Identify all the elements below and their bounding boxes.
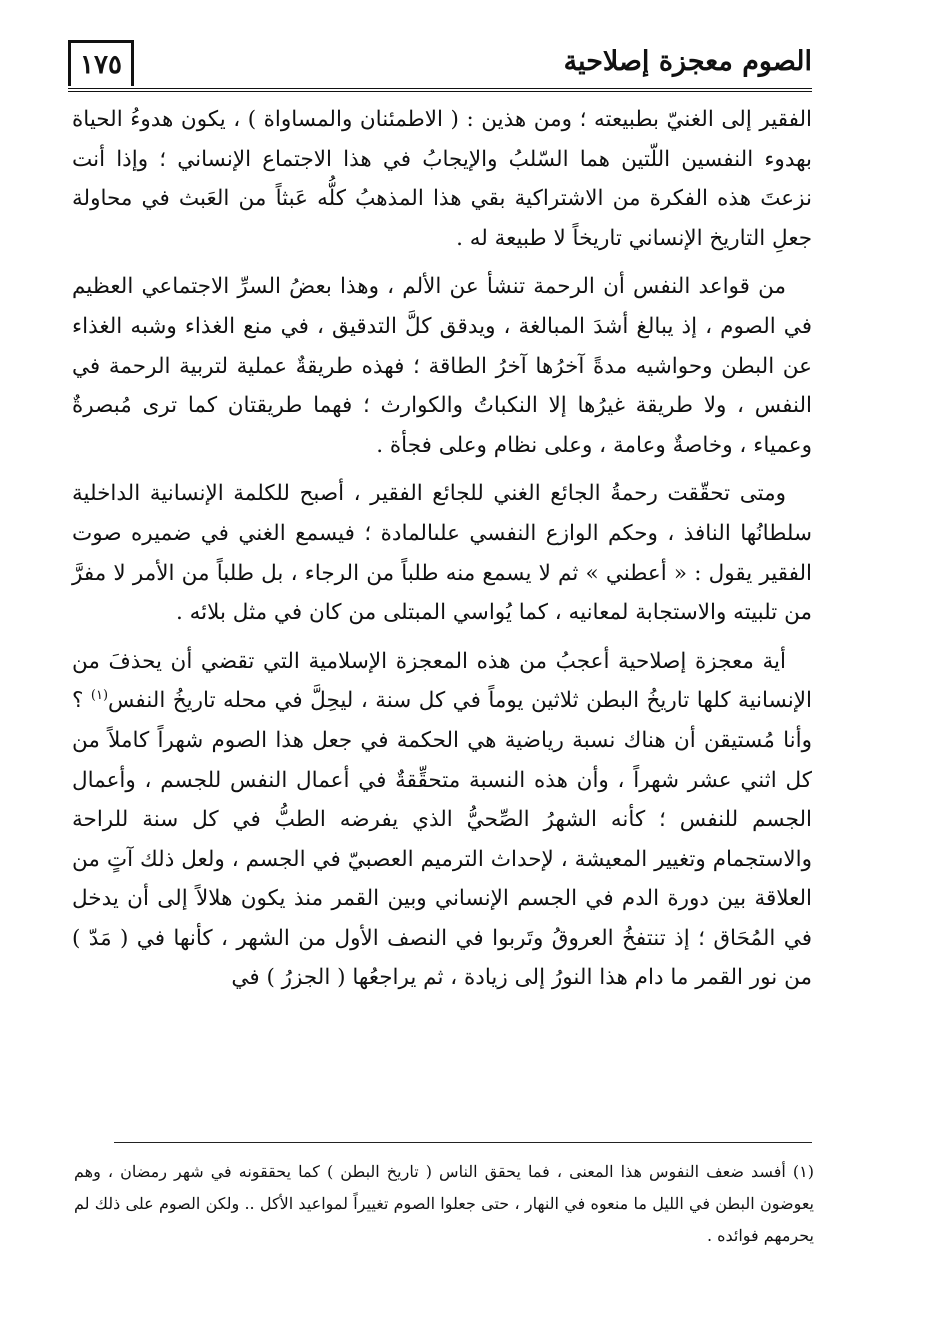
footnote-1: (١) أفسد ضعف النفوس هذا المعنى ، فما يحقق الناس ( تاريخ البطن ) كما يحققونه في شهر رمضان ، وهم يعوضون البطن في الليل ما منعوه في النهار ، حتى جعلوا الصوم تغييراً لمواعيد الأكل .. ولكن الصوم على ذلك لم يحرمهم فوائده . <box>74 1162 814 1245</box>
paragraph-4-before-note: أية معجزة إصلاحية أعجبُ من هذه المعجزة الإسلامية التي تقضي أن يحذفَ من الإنسانية كلها تاريخُ البطن ثلاثين يوماً في كل سنة ، ليحِلَّ في محله تاريخُ النفس <box>72 648 812 714</box>
page-number: ١٧٥ <box>68 40 134 86</box>
paragraph-1: الفقير إلى الغنيّ بطبيعته ؛ ومن هذين : ( الاطمئنان والمساواة ) ، يكون هدوءُ الحياة بهدوء النفسين اللّتين هما السّلبُ والإيجابُ في هذا الاجتماع الإنساني ؛ وإذا أنت نزعتَ هذه الفكرة من الاشتراكية بقي هذا المذهبُ كلُّه عَبثاً من العَبث في محاولة جعلِ التاريخ الإنساني تاريخاً لا طبيعة له . <box>72 107 812 251</box>
paragraph-2: من قواعد النفس أن الرحمة تنشأ عن الألم ، وهذا بعضُ السرِّ الاجتماعي العظيم في الصوم ، إذ يبالغ أشدَ المبالغة ، ويدقق كلَّ التدقيق ، في منع الغذاء وشبه الغذاء عن البطن وحواشيه مدةً آخرُها آخرُ الطاقة ؛ فهذه طريقةٌ عملية لتربية الرحمة في النفس ، ولا طريقة غيرُها إلا النكباتُ والكوارث ؛ فهما طريقتان كما ترى مُبصرةٌ وعمياء ، وخاصةٌ وعامة ، وعلى نظام وعلى فجأة . <box>72 274 812 458</box>
body-text <box>72 100 812 1007</box>
paragraph-4-after-note: ؟ وأنا مُستيقن أن هناك نسبة رياضية هي الحكمة في جعل هذا الصوم شهراً كاملاً من كل اثني عشر شهراً ، وأن هذه النسبة متحقِّقةٌ في أعمال النفس للجسم ، وأعمال الجسم للنفس ؛ كأنه الشهرُ الصِّحيُّ الذي يفرضه الطبُّ في كل سنة للراحة والاستجمام وتغيير المعيشة ، لإحداث الترميم العصبيّ في الجسم ، ولعل ذلك آتٍ من العلاقة بين دورة الدم في الجسم الإنساني وبين القمر منذ يكون هلالاً إلى أن يدخل في المُحَاق ؛ إذ تنتفخُ العروقُ وتَربوا في النصف الأول من الشهر ، كأنها في ( مَدّ ) من نور القمر ما دام هذا النورُ إلى زيادة ، ثم يراجعُها ( الجزرُ ) في <box>72 688 812 991</box>
page-header <box>68 40 812 92</box>
footnote-reference-1[interactable]: (١) <box>90 688 109 704</box>
paragraph-3: ومتى تحقّقت رحمةُ الجائع الغني للجائع الفقير ، أصبح للكلمة الإنسانية الداخلية سلطانُها النافذ ، وحكم الوازع النفسي علىالمادة ؛ فيسمع الغني في ضميره صوت الفقير يقول : « أعطني » ثم لا يسمع منه طلباً من الرجاء ، بل طلباً من الأمر لا مفرَّ من تلبيته والاستجابة لمعانيه ، كما يُواسي المبتلى من كان في مثل بلائه . <box>72 481 812 626</box>
footnotes <box>74 1156 814 1252</box>
paragraph-4 <box>72 642 812 998</box>
header-rule <box>68 88 812 92</box>
footnote-separator <box>114 1142 812 1143</box>
running-title: الصوم معجزة إصلاحية <box>563 46 812 77</box>
